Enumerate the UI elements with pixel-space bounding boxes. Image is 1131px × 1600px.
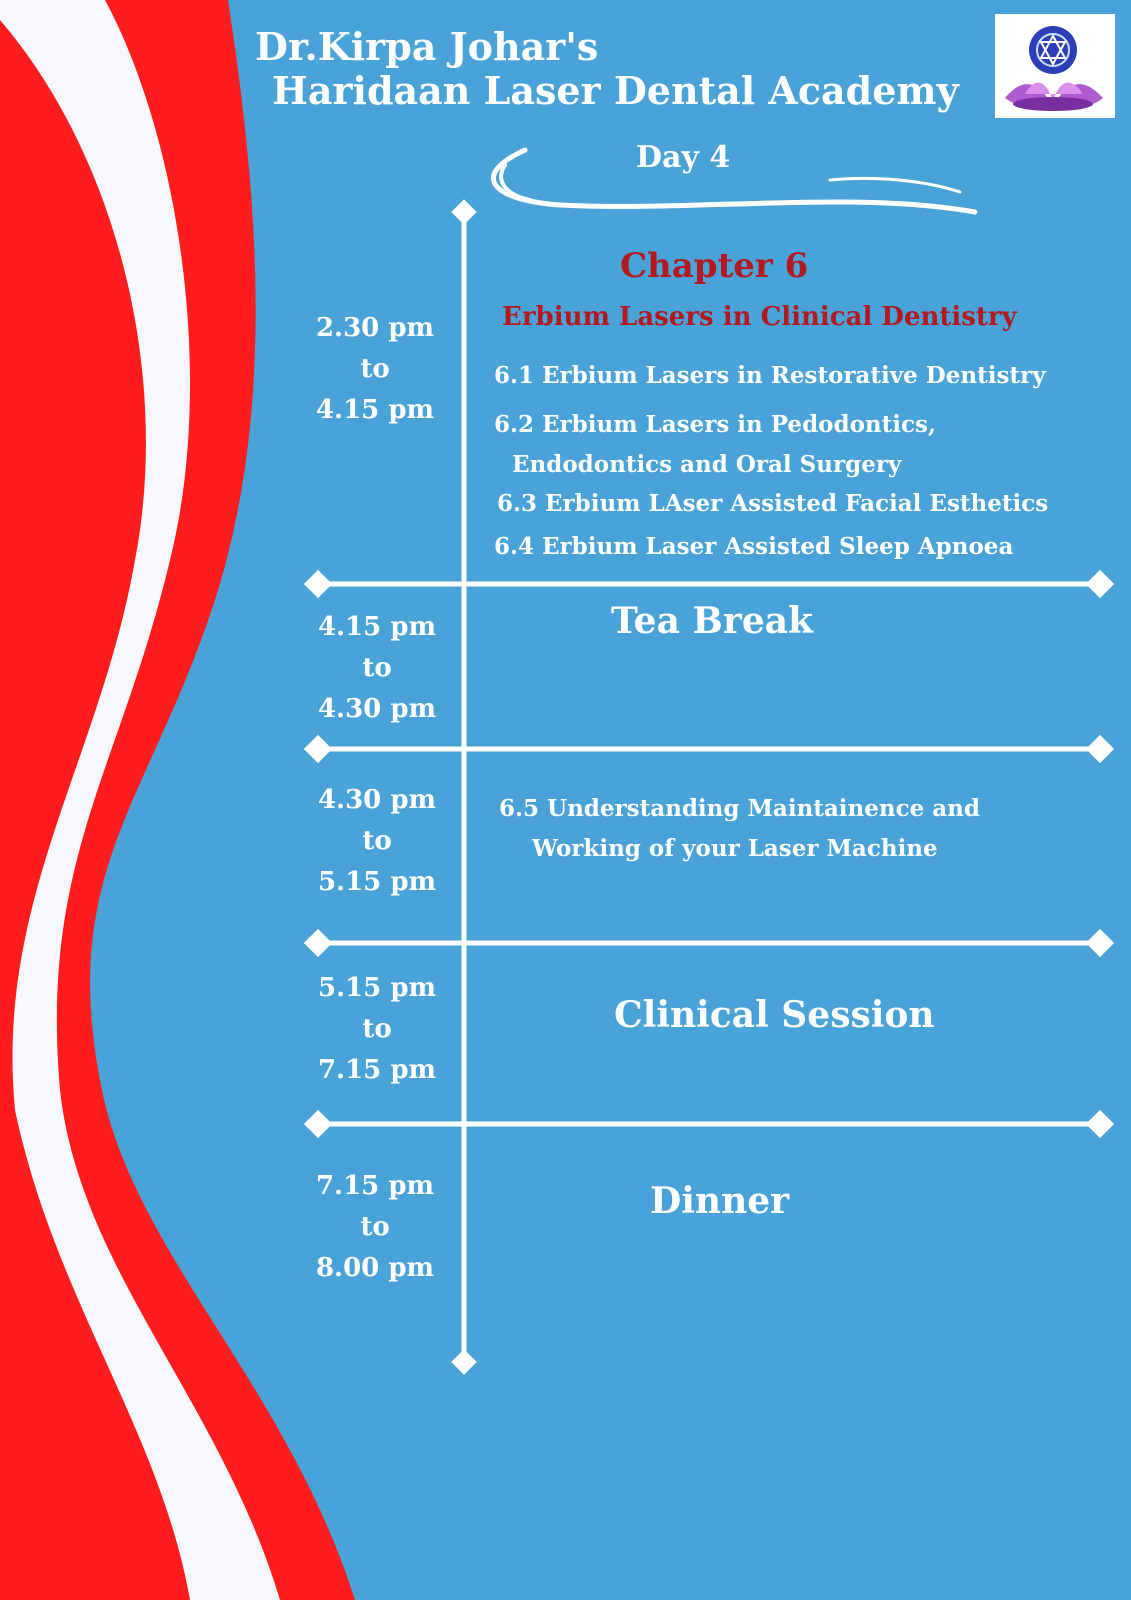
time-end: 7.15 pm <box>317 1055 437 1085</box>
divider-diamond-left-1 <box>304 570 332 598</box>
time-start: 7.15 pm <box>315 1171 435 1201</box>
time-slot-5 <box>305 1166 445 1289</box>
topic-item: Endodontics and Oral Surgery <box>512 451 902 478</box>
timeline-diamond-top <box>451 199 476 224</box>
timeline-diamond-bottom <box>451 1349 476 1374</box>
time-separator: to <box>362 1014 392 1044</box>
topic-item: 6.4 Erbium Laser Assisted Sleep Apnoea <box>494 533 1014 560</box>
topic-item: 6.3 Erbium LAser Assisted Facial Esthetics <box>497 490 1049 517</box>
time-start: 2.30 pm <box>315 313 435 343</box>
time-slot-3 <box>307 780 447 903</box>
academy-title-line2: Haridaan Laser Dental Academy <box>272 68 959 113</box>
time-slot-4 <box>307 968 447 1091</box>
divider-diamond-left-3 <box>304 929 332 957</box>
divider-diamond-left-2 <box>304 735 332 763</box>
time-separator: to <box>362 653 392 683</box>
clinical-session-label: Clinical Session <box>614 994 935 1036</box>
chapter-title: Erbium Lasers in Clinical Dentistry <box>502 302 1017 332</box>
dinner-label: Dinner <box>650 1180 790 1222</box>
tea-break-label: Tea Break <box>611 600 813 642</box>
time-separator: to <box>362 826 392 856</box>
chapter-heading: Chapter 6 <box>620 246 809 286</box>
time-slot-2 <box>307 607 447 730</box>
topic-item: 6.5 Understanding Maintainence and <box>499 795 980 822</box>
time-separator: to <box>360 354 390 384</box>
topic-item: Working of your Laser Machine <box>532 835 938 862</box>
time-end: 5.15 pm <box>317 867 437 897</box>
time-start: 5.15 pm <box>317 973 437 1003</box>
topic-item: 6.1 Erbium Lasers in Restorative Dentistry <box>494 362 1046 389</box>
time-start: 4.30 pm <box>317 785 437 815</box>
divider-diamond-right-1 <box>1086 570 1114 598</box>
day-label: Day 4 <box>636 140 731 175</box>
time-separator: to <box>360 1212 390 1242</box>
divider-diamond-right-2 <box>1086 735 1114 763</box>
academy-title-line1: Dr.Kirpa Johar's <box>255 24 599 69</box>
topic-item: 6.2 Erbium Lasers in Pedodontics, <box>494 411 936 438</box>
divider-diamond-left-4 <box>304 1110 332 1138</box>
divider-diamond-right-4 <box>1086 1110 1114 1138</box>
divider-diamond-right-3 <box>1086 929 1114 957</box>
time-end: 4.30 pm <box>317 694 437 724</box>
time-start: 4.15 pm <box>317 612 437 642</box>
time-slot-1 <box>305 308 445 431</box>
time-end: 4.15 pm <box>315 395 435 425</box>
time-end: 8.00 pm <box>315 1253 435 1283</box>
